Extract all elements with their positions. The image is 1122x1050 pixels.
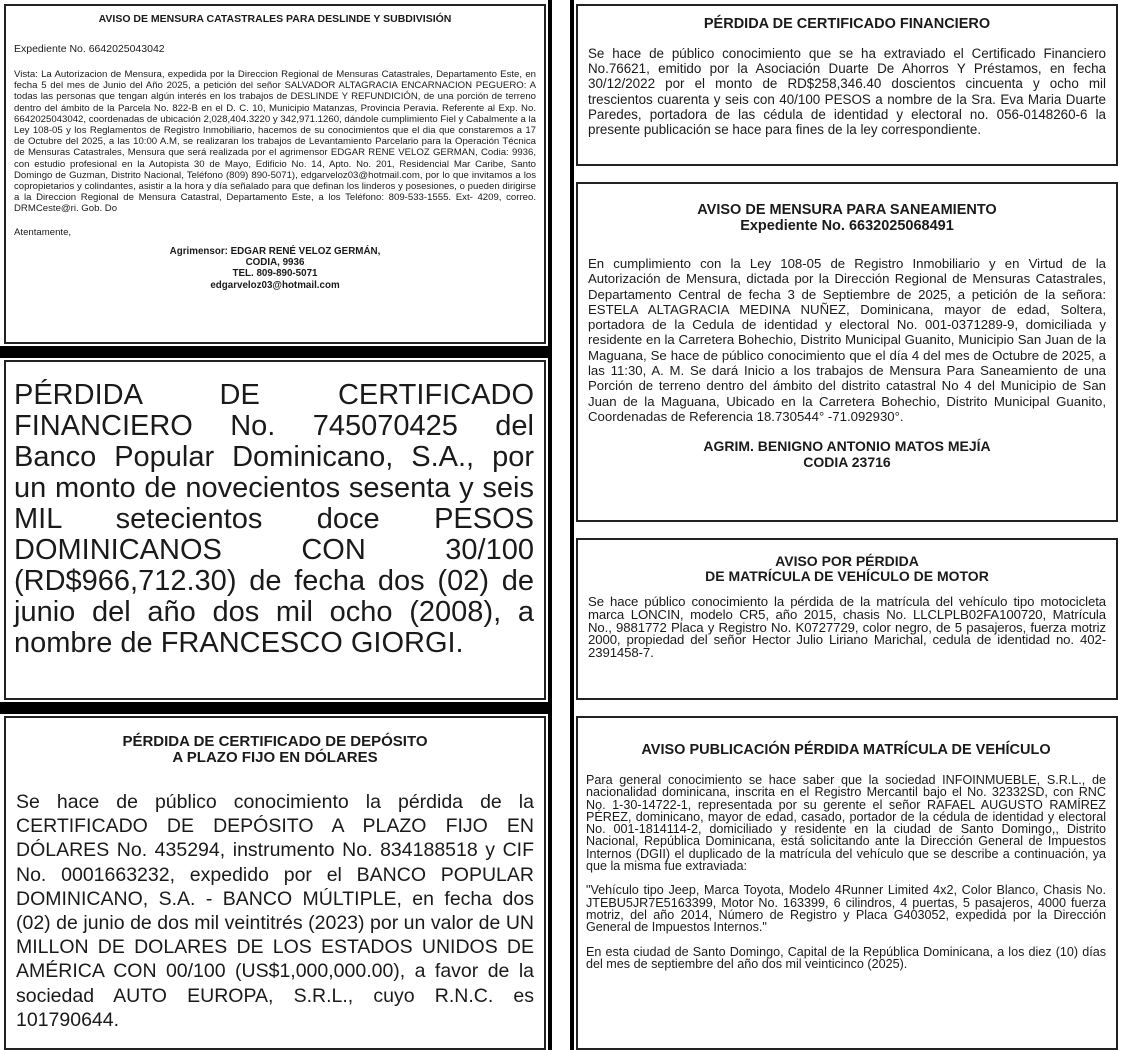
expediente-number: Expediente No. 6632025068491 bbox=[740, 218, 954, 234]
title-line-2: DE MATRÍCULA DE VEHÍCULO DE MOTOR bbox=[705, 568, 989, 584]
notice-title bbox=[588, 554, 1106, 584]
signature-name: Agrimensor: EDGAR RENÉ VELOZ GERMÁN, bbox=[169, 245, 381, 257]
notice-title bbox=[588, 202, 1106, 234]
title-line: AVISO DE MENSURA PARA SANEAMIENTO bbox=[697, 202, 997, 218]
title-line-1: AVISO POR PÉRDIDA bbox=[775, 553, 919, 569]
mensura-catastral-notice bbox=[4, 4, 546, 344]
signature-phone: TEL. 809-890-5071 bbox=[232, 268, 318, 280]
perdida-financiero-duarte-notice bbox=[576, 4, 1118, 166]
title-line-2: A PLAZO FIJO EN DÓLARES bbox=[172, 749, 378, 766]
mensura-saneamiento-notice bbox=[576, 182, 1118, 522]
perdida-deposito-notice bbox=[4, 716, 546, 1050]
notice-body: Se hace público conocimiento la pérdida de la matrícula del vehículo tipo motocicleta marca LONCIN, modelo CR5, año 2015, chasis No. LLCLPLB02FA100720, Matrícula No., 9881772 Placa y Registro No. K0727729, color negro, de 5 pasajeros, fuerza motriz 2000, propiedad del señor Hector Julio Liriano Marichal, cedula de identidad no. 402-2391458-7. bbox=[588, 594, 1106, 661]
signature-codia: CODIA 23716 bbox=[803, 454, 891, 471]
signature-block bbox=[14, 246, 536, 292]
notice-body: Se hace de público conocimiento la pérdida de la CERTIFICADO DE DEPÓSITO A PLAZO FIJO EN DÓLARES No. 435294, instrumento No. 834188518 y CIF No. 0001663232, expedido por el BANCO POPULAR DOMINICANO, S.A. - BANCO MÚLTIPLE, en fecha dos (02) de junio de dos mil veintitrés (2023) por un valor de UN MILLON DE DOLARES DE LOS ESTADOS UNIDOS DE AMÉRICA CON 00/100 (US$1,000,000.00), a favor de la sociedad AUTO EUROPA, S.R.L., cuyo R.N.C. es 101790644. bbox=[16, 791, 534, 1031]
expediente-number: Expediente No. 6642025043042 bbox=[14, 43, 165, 55]
closing: En esta ciudad de Santo Domingo, Capital de la República Dominicana, a los diez (10) días del mes de septiembre del año dos mil veinticinco (2025). bbox=[586, 944, 1106, 971]
closing: Atentamente, bbox=[14, 226, 72, 238]
signature-email: edgarveloz03@hotmail.com bbox=[210, 279, 340, 291]
signature-block bbox=[588, 438, 1106, 470]
notice-title: AVISO PUBLICACIÓN PÉRDIDA MATRÍCULA DE VEHÍCULO bbox=[641, 742, 1051, 758]
perdida-financiero-popular-notice bbox=[4, 360, 546, 700]
row-divider-left bbox=[0, 346, 548, 358]
signature-name: AGRIM. BENIGNO ANTONIO MATOS MEJÍA bbox=[703, 438, 991, 455]
notice-title: AVISO DE MENSURA CATASTRALES PARA DESLINDE Y SUBDIVISIÓN bbox=[98, 13, 452, 25]
notice-body: En cumplimiento con la Ley 108-05 de Registro Inmobiliario y en Virtud de la Autorización de Mensura, dictada por la Dirección Regional de Mensuras Catastrales, Departamento Central de fecha 3 de Septiembre de 2025, a petición de la señora: ESTELA ALTAGRACIA MEDINA NUÑEZ, Dominicana, mayor de edad, Soltera, portadora de la Cedula de identidad y electoral No. 001-0371289-9, domiciliada y residente en la Carretera Bohechio, Distrito Municipal Guanito, Municipio San Juan de la Maguana, Se hace de público conocimiento que el día 4 del mes de Octubre de 2025, a las 11:30, A. M. Se dará Inicio a los trabajos de Mensura Para Saneamiento de una Porción de terreno dentro del ámbito del distrito catastral No 4 del Municipio de San Juan de la Maguana, Ubicado en la Carretera Bohechio, Distrito Municipal Guanito, Coordenadas de Referencia 18.730544° -71.092930°. bbox=[588, 256, 1106, 424]
notice-body: Para general conocimiento se hace saber que la sociedad INFOINMUEBLE, S.R.L., de nacionalidad dominicana, inscrita en el Registro Mercantil bajo el No. 32332SD, con RNC No. 1-30-14722-1, representada por su gerente el señor RAFAEL AUGUSTO RAMÍREZ PÉREZ, dominicano, mayor de edad, casado, portador de la cédula de identidad y electoral No. 001-1814114-2, domiciliado y residente en la ciudad de Santo Domingo,, Distrito Nacional, República Dominicana, está solicitando ante la Dirección General de Impuestos Internos (DGII) el duplicado de la matrícula del vehículo que se describe a continuación, ya que la misma fue extraviada: bbox=[586, 773, 1106, 874]
title-line-1: PÉRDIDA DE CERTIFICADO DE DEPÓSITO bbox=[122, 733, 428, 750]
column-divider-right bbox=[570, 0, 574, 1050]
notice-body: Se hace de público conocimiento que se ha extraviado el Certificado Financiero No.76621, emitido por la Asociación Duarte De Ahorros Y Préstamos, en fecha 30/12/2022 por el monto de RD$258,346.40 doscientos cincuenta y ocho mil trescientos cuarenta y seis con 40/100 PESOS a nombre de la Sra. Eva Maria Duarte Paredes, portadora de las cédula de identidad y electoral no. 056-0148260-6 la presente publicación se hace para fines de la ley correspondiente. bbox=[588, 46, 1106, 138]
perdida-matricula-jeep-notice bbox=[576, 716, 1118, 1050]
notice-title bbox=[16, 734, 534, 766]
row-divider-left-2 bbox=[0, 702, 548, 714]
perdida-matricula-motor-notice bbox=[576, 538, 1118, 700]
notice-title: PÉRDIDA DE CERTIFICADO FINANCIERO bbox=[703, 16, 991, 32]
column-divider-left bbox=[548, 0, 552, 1050]
vehicle-description: "Vehículo tipo Jeep, Marca Toyota, Modelo 4Runner Limited 4x2, Color Blanco, Chasis No. JTEBU5JR7E5163399, Motor No. 163399, 6 cilindros, 4 puertas, 5 pasajeros, 4000 fuerza motriz, del año 2014, Número de Registro y Placa G403052, expedida por la Dirección General de Impuestos Internos." bbox=[586, 883, 1106, 935]
notice-body: PÉRDIDA DE CERTIFICADO FINANCIERO No. 745070425 del Banco Popular Dominicano, S.A., por un monto de novecientos sesenta y seis MIL setecientos doce PESOS DOMINICANOS CON 30/100 (RD$966,712.30) de fecha dos (02) de junio del año dos mil ocho (2008), a nombre de FRANCESCO GIORGI. bbox=[14, 379, 534, 659]
signature-codia: CODIA, 9936 bbox=[245, 257, 305, 269]
notice-body: Vista: La Autorizacion de Mensura, expedida por la Direccion Regional de Mensuras Catastrales, Departamento Este, en fecha 5 del mes de Junio del Año 2025, a petición del señor SALVADOR ALTAGRACIA ENCARNACION PEGUERO: A todas las personas que tengan algún interés en los trabajos de DESLINDE Y REFUNDICIÓN, de una porción de terreno dentro del ámbito de la Parcela No. 822-B en el D. C. 10, Municipio Matanzas, Provincia Peravia. Referente al Exp. No. 6642025043042, coordenadas de ubicación 2,028,404.3220 y 342,971.1260, dándole cumplimiento Fiel y Cabalmente a la Ley 108-05 y los Reglamentos de Registro Inmobiliario, hacemos de su conocimientos que el dia que constaremos a 17 de Octubre del 2025, a las 10:00 A.M, se realizaran los trabajos de Levantamiento Parcelario para la Operación Técnica de Mensuras Catastrales, Mensura que será realizada por el agrimensor EDGAR RENE VELOZ GERMAN, Codia: 9936, con estudio profesional en la Autopista 30 de Mayo, Edificio No. 14, Apto. No. 201, Residencial Mar Caribe, Santo Domingo de Guzman, Distrito Nacional, Teléfono (809) 890-5071), edgarveloz03@hotmail.com, por lo que invitamos a los copropietarios y colindantes, asistir a la hora y día señalado para que definan los linderos y posesiones, o pueden dirigirse a la Direccion Regional de Mensura Catastral, Departamento Este, a los Teléfono: 809-533-1555. Ext- 4209, correo. DRMCeste@ri. Gob. Do bbox=[14, 69, 536, 215]
